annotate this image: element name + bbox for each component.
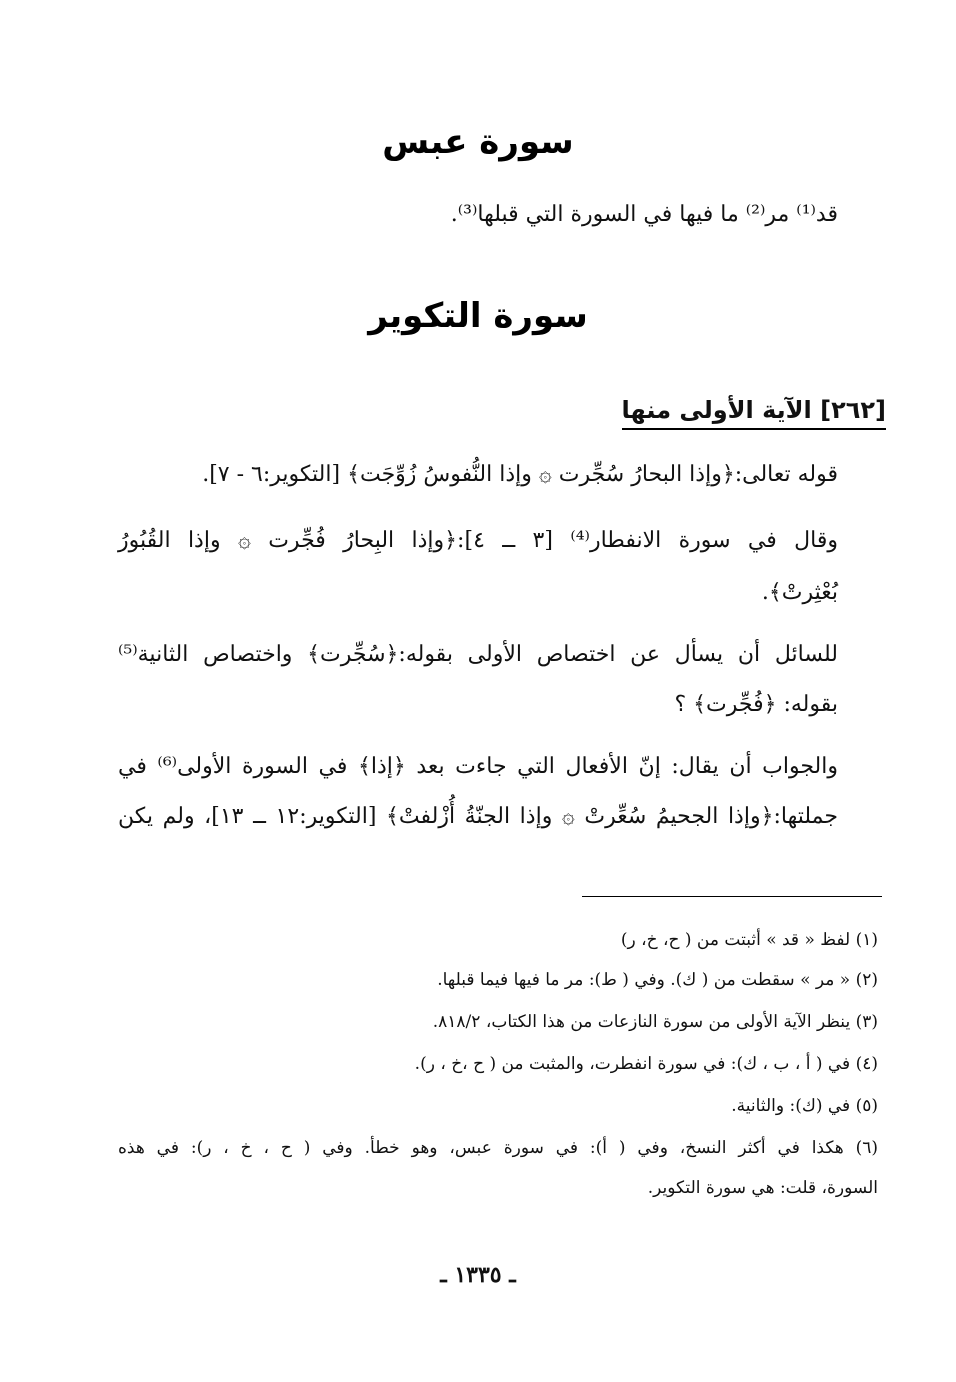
surah-abasa-note: قد⁽¹⁾ مر⁽²⁾ ما فيها في السورة التي قبلها⁽³⁾. <box>450 202 838 227</box>
page-number: ـ ١٣٣٥ ـ <box>440 1262 516 1288</box>
footnote-4: (٤) في ( أ ، ب ، ك): في سورة انفطرت، والمثبت من ( ح ،خ ، ر). <box>414 1054 878 1074</box>
body-line-4: للسائل أن يسأل عن اختصاص الأولى بقوله:﴿سُجِّرت﴾ واختصاص الثانية⁽⁵⁾ <box>118 642 838 667</box>
footnote-separator <box>582 896 882 897</box>
surah-abasa-heading: سورة عبس <box>382 122 574 162</box>
body-line-6: والجواب أن يقال: إنّ الأفعال التي جاءت بعد ﴿إذا﴾ في السورة الأولى⁽⁶⁾ في <box>118 754 838 779</box>
body-line-5: بقوله: ﴿فُجِّرت﴾ ؟ <box>674 692 838 717</box>
body-line-1: قوله تعالى:﴿وإذا البحارُ سُجِّرت ۞ وإذا النُّفوسُ زُوِّجَت﴾ [التكوير:٦ - ٧]. <box>202 462 838 487</box>
footnote-2: (٢) « مر » سقطت من ( ك). وفي ( ط): مر ما فيها فيما قبلها. <box>437 970 878 990</box>
body-line-7: جملتها:﴿وإذا الجحيمُ سُعِّرتْ ۞ وإذا الجنّةُ أُزْلفتْ﴾ [التكوير:١٢ ــ ١٣]، ولم يكن <box>118 804 838 829</box>
footnote-1: (١) لفظ « قد » أثبتت من ( ح، خ، ر) <box>620 930 878 950</box>
footnote-5: (٥) في (ك): والثانية. <box>731 1096 878 1116</box>
surah-takwir-heading: سورة التكوير <box>368 296 588 336</box>
body-line-2: وقال في سورة الانفطار⁽⁴⁾ [٣ ــ ٤]:﴿وإذا البِحارُ فُجِّرت ۞ وإذا القُبُورُ <box>118 528 838 553</box>
footnote-6-cont: السورة، قلت: هي سورة التكوير. <box>647 1178 878 1198</box>
footnote-6: (٦) هكذا في أكثر النسخ، وفي ( أ): في سورة عبس، وهو خطأ. وفي ( ح ، خ ، ر): في هذه <box>118 1138 878 1158</box>
footnote-3: (٣) ينظر الآية الأولى من سورة النازعات من هذا الكتاب، ٨١٨/٢. <box>432 1012 878 1032</box>
section-title: [٢٦٢] الآية الأولى منها <box>622 396 886 430</box>
body-line-3: بُعْثِرتْ﴾. <box>761 580 838 605</box>
